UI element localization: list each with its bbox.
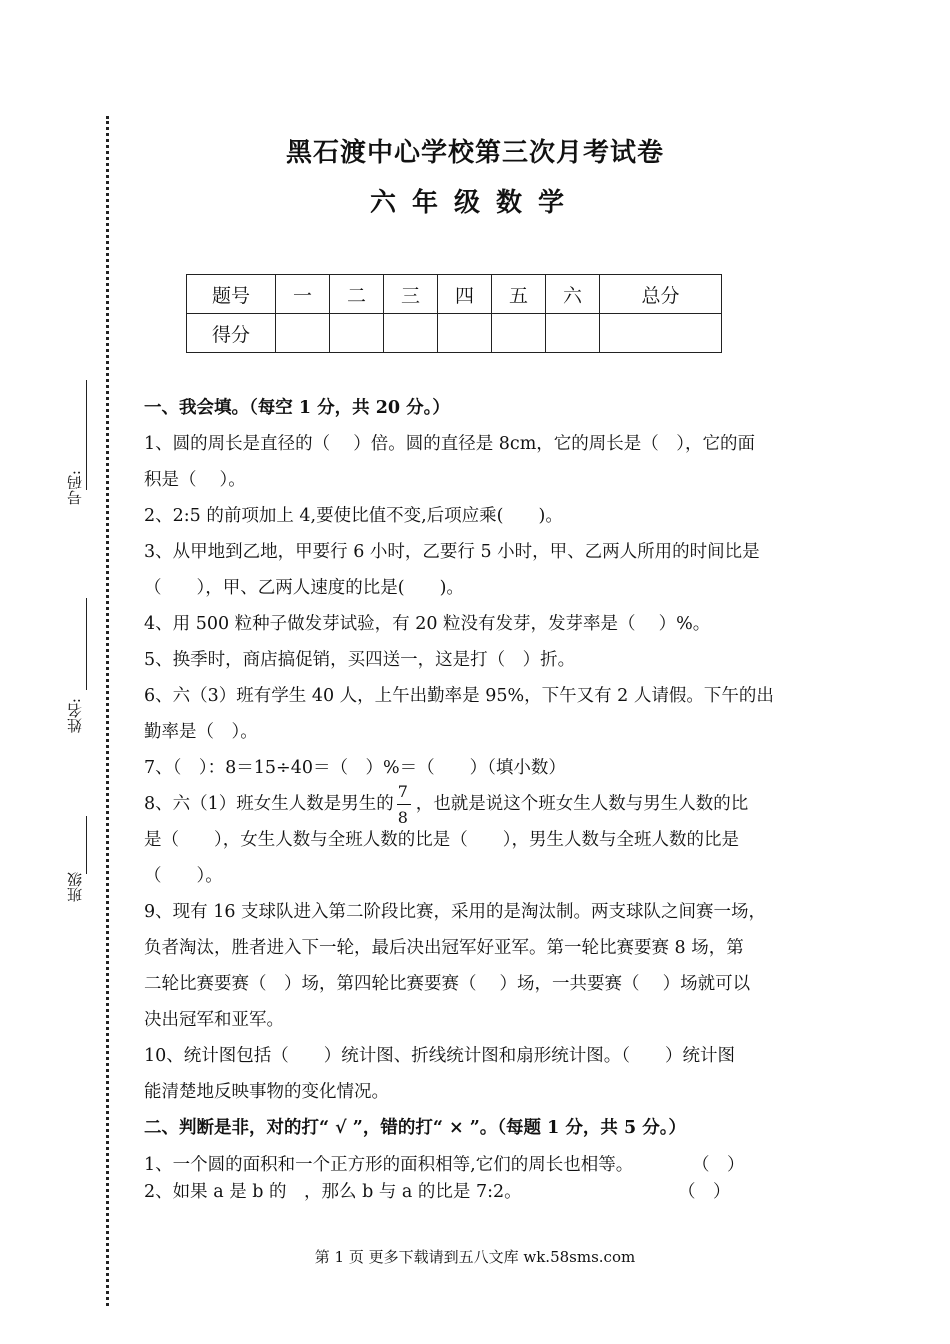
fraction-numerator: 7 (397, 782, 408, 801)
fraction-denominator: 8 (397, 808, 408, 827)
q8-text-post: ，也就是说这个班女生人数与男生人数的比 (415, 794, 749, 814)
score-header-cell: 三 (384, 275, 438, 314)
question-line: 勤率是（ ）。 (144, 722, 258, 742)
q8-text-pre: 8、六（1）班女生人数是男生的 (144, 794, 394, 814)
fraction-seven-eighths (397, 782, 412, 827)
score-header-cell: 二 (330, 275, 384, 314)
section1-heading: 一、我会填。（每空 1 分，共 20 分。） (144, 398, 450, 418)
question-line: 3、从甲地到乙地，甲要行 6 小时，乙要行 5 小时，甲、乙两人所用的时间比是 (144, 542, 760, 562)
exam-content (144, 390, 814, 1206)
exam-title: 黑石渡中心学校第三次月考试卷 (285, 138, 664, 168)
question-line: 7、（ ）：8＝15÷40＝（ ）%＝（ ）（填小数） (144, 758, 566, 778)
score-input-cell[interactable] (546, 314, 600, 353)
score-header-cell: 四 (438, 275, 492, 314)
question-line: 决出冠军和亚军。 (144, 1010, 284, 1030)
score-table (186, 274, 722, 353)
score-table-score-row (187, 314, 722, 353)
side-class-line[interactable] (86, 816, 87, 874)
score-row-label: 得分 (187, 314, 276, 353)
question-line: 4、用 500 粒种子做发芽试验，有 20 粒没有发芽，发芽率是（ ）%。 (144, 614, 711, 634)
question-line: 能清楚地反映事物的变化情况。 (144, 1082, 389, 1102)
question-line: 二轮比赛要赛（ ）场，第四轮比赛要赛（ ）场，一共要赛（ ）场就可以 (144, 974, 751, 994)
score-input-cell[interactable] (600, 314, 722, 353)
judge-text: 1、一个圆的面积和一个正方形的面积相等,它们的周长也相等。 (144, 1155, 634, 1175)
score-input-cell[interactable] (330, 314, 384, 353)
side-number-line[interactable] (86, 380, 87, 490)
question-line: 9、现有 16 支球队进入第二阶段比赛，采用的是淘汰制。两支球队之间赛一场， (144, 902, 767, 922)
question-line: 6、六（3）班有学生 40 人，上午出勤率是 95%，下午又有 2 人请假。下午的出 (144, 686, 774, 706)
question-line (144, 782, 814, 827)
question-line: 2、2:5 的前项加上 4,要使比值不变,后项应乘( )。 (144, 506, 563, 526)
score-header-cell: 一 (276, 275, 330, 314)
side-name-line[interactable] (86, 598, 87, 690)
score-header-cell: 六 (546, 275, 600, 314)
judge-answer-paren[interactable]: （ ） (678, 1182, 731, 1202)
section2-heading: 二、判断是非，对的打“ √ ”，错的打“ × ”。（每题 1 分，共 5 分。） (144, 1118, 687, 1138)
score-input-cell[interactable] (276, 314, 330, 353)
question-line: 是（ ），女生人数与全班人数的比是（ ），男生人数与全班人数的比是 (144, 830, 739, 850)
fraction-bar (397, 804, 411, 805)
score-input-cell[interactable] (384, 314, 438, 353)
judge-text: 2、如果 a 是 b 的 ，那么 b 与 a 的比是 7:2。 (144, 1182, 522, 1202)
score-header-cell: 总分 (600, 275, 722, 314)
question-line: 5、换季时，商店搞促销，买四送一，这是打（ ）折。 (144, 650, 576, 670)
exam-subtitle: 六年级数学 (369, 188, 580, 218)
question-line: （ ），甲、乙两人速度的比是( )。 (144, 578, 464, 598)
judge-answer-paren[interactable]: （ ） (692, 1155, 745, 1175)
side-number-label: 号码: (66, 470, 84, 506)
binding-dotted-line (106, 116, 109, 1306)
score-header-cell: 五 (492, 275, 546, 314)
question-line: 10、统计图包括（ ）统计图、折线统计图和扇形统计图。（ ）统计图 (144, 1046, 736, 1066)
question-line: 积是（ ）。 (144, 470, 246, 490)
score-input-cell[interactable] (438, 314, 492, 353)
score-header-cell: 题号 (187, 275, 276, 314)
question-line: （ ）。 (144, 866, 223, 886)
question-line: 1、圆的周长是直径的（ ）倍。圆的直径是 8cm，它的周长是（ ），它的面 (144, 434, 756, 454)
side-class-label: 班级 (66, 872, 84, 902)
page-footer: 第 1 页 更多下载请到五八文库 wk.58sms.com (314, 1248, 636, 1266)
judge-item (144, 1152, 814, 1179)
side-name-label: 姓名: (66, 698, 84, 734)
question-line: 负者淘汰，胜者进入下一轮，最后决出冠军好亚军。第一轮比赛要赛 8 场，第 (144, 938, 744, 958)
judge-item (144, 1179, 814, 1206)
score-table-header-row (187, 275, 722, 314)
score-input-cell[interactable] (492, 314, 546, 353)
